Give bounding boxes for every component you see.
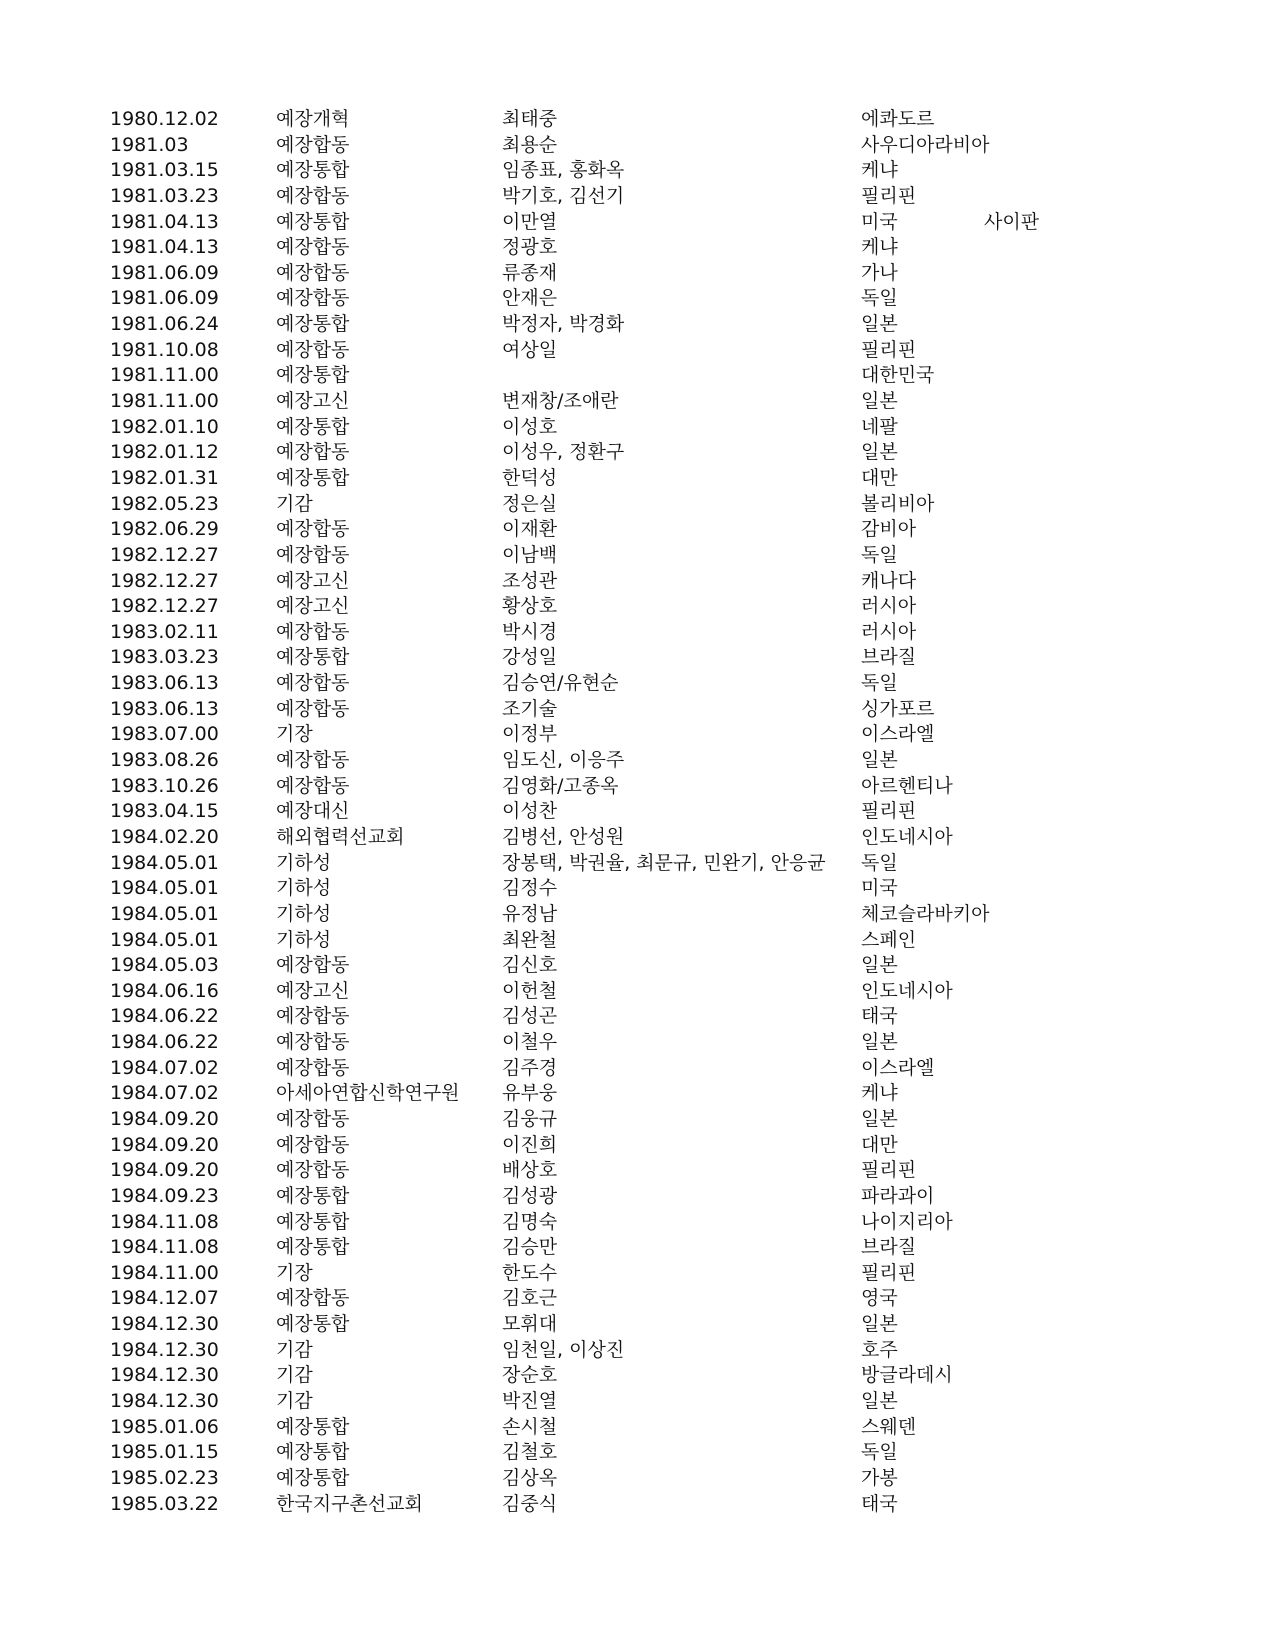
missionary-table — [0, 107, 1275, 1517]
table-row — [0, 594, 1275, 620]
organization-cell: 예장통합 — [276, 1313, 350, 1336]
date-cell: 1980.12.02 — [110, 108, 219, 130]
organization-cell: 예장합동 — [276, 1159, 350, 1182]
country-cell: 호주 — [861, 1338, 898, 1361]
organization-cell: 예장합동 — [276, 749, 350, 772]
organization-cell: 한국지구촌선교회 — [276, 1492, 423, 1515]
country-cell: 필리핀 — [861, 1159, 917, 1182]
country-cell: 독일 — [861, 1441, 898, 1464]
country-cell: 체코슬라바키아 — [861, 902, 990, 925]
country-cell: 스웨덴 — [861, 1415, 917, 1438]
country-cell: 인도네시아 — [861, 979, 953, 1002]
date-cell: 1981.03 — [110, 133, 189, 156]
date-cell: 1984.12.30 — [110, 1364, 219, 1387]
country-cell: 필리핀 — [861, 184, 917, 207]
organization-cell: 예장합동 — [276, 133, 350, 156]
date-cell: 1984.07.02 — [110, 1082, 219, 1105]
country-cell: 에콰도르 — [861, 108, 935, 130]
table-row — [0, 1415, 1275, 1441]
organization-cell: 예장고신 — [276, 979, 350, 1002]
organization-cell: 예장합동 — [276, 1056, 350, 1079]
date-cell: 1985.01.06 — [110, 1415, 219, 1438]
table-row — [0, 1107, 1275, 1133]
date-cell: 1981.11.00 — [110, 390, 219, 413]
country-cell: 독일 — [861, 543, 898, 566]
date-cell: 1983.06.13 — [110, 672, 219, 695]
organization-cell: 예장통합 — [276, 1236, 350, 1259]
table-row — [0, 184, 1275, 210]
country-cell: 미국 — [861, 210, 898, 233]
country-cell: 태국 — [861, 1492, 898, 1515]
missionary-name-cell: 김정수 — [502, 877, 558, 900]
missionary-name-cell: 김상옥 — [502, 1466, 558, 1489]
date-cell: 1981.11.00 — [110, 364, 219, 387]
organization-cell: 예장합동 — [276, 954, 350, 977]
country-cell: 일본 — [861, 1107, 898, 1130]
country-cell: 러시아 — [861, 620, 917, 643]
organization-cell: 기감 — [276, 1338, 313, 1361]
organization-cell: 예장통합 — [276, 1210, 350, 1233]
missionary-name-cell: 임천일, 이상진 — [502, 1338, 625, 1361]
table-row — [0, 1363, 1275, 1389]
missionary-name-cell: 황상호 — [502, 595, 558, 618]
missionary-name-cell: 유정남 — [502, 902, 558, 925]
missionary-name-cell: 모휘대 — [502, 1313, 558, 1336]
date-cell: 1983.07.00 — [110, 723, 219, 746]
date-cell: 1984.09.20 — [110, 1133, 219, 1156]
date-cell: 1981.04.13 — [110, 210, 219, 233]
date-cell: 1984.06.22 — [110, 1005, 219, 1028]
organization-cell: 기하성 — [276, 902, 332, 925]
organization-cell: 예장합동 — [276, 1031, 350, 1054]
country-cell: 독일 — [861, 851, 898, 874]
table-row — [0, 1338, 1275, 1364]
date-cell: 1983.04.15 — [110, 800, 219, 823]
organization-cell: 예장합동 — [276, 1005, 350, 1028]
date-cell: 1984.05.01 — [110, 902, 219, 925]
missionary-name-cell: 배상호 — [502, 1159, 558, 1182]
organization-cell: 기감 — [276, 1364, 313, 1387]
organization-cell: 기장 — [276, 1261, 313, 1284]
country-cell: 아르헨티나 — [861, 774, 953, 797]
date-cell: 1982.01.12 — [110, 441, 219, 464]
table-row — [0, 1466, 1275, 1492]
organization-cell: 예장합동 — [276, 697, 350, 720]
date-cell: 1984.05.01 — [110, 928, 219, 951]
organization-cell: 예장고신 — [276, 595, 350, 618]
country-cell: 볼리비아 — [861, 492, 935, 515]
organization-cell: 해외협력선교회 — [276, 825, 405, 848]
country-cell: 이스라엘 — [861, 1056, 935, 1079]
date-cell: 1981.06.24 — [110, 313, 219, 336]
date-cell: 1985.01.15 — [110, 1441, 219, 1464]
table-row — [0, 876, 1275, 902]
table-row — [0, 1184, 1275, 1210]
country-cell: 일본 — [861, 313, 898, 336]
missionary-name-cell: 최용순 — [502, 133, 558, 156]
date-cell: 1984.09.20 — [110, 1159, 219, 1182]
country-cell: 일본 — [861, 1031, 898, 1054]
missionary-name-cell: 김승만 — [502, 1236, 558, 1259]
missionary-name-cell: 임도신, 이응주 — [502, 749, 625, 772]
country-cell: 일본 — [861, 954, 898, 977]
country-cell: 대만 — [861, 466, 898, 489]
table-row — [0, 1081, 1275, 1107]
organization-cell: 예장통합 — [276, 466, 350, 489]
country-cell: 케냐 — [861, 236, 898, 259]
country-cell: 이스라엘 — [861, 723, 935, 746]
date-cell: 1982.12.27 — [110, 543, 219, 566]
missionary-name-cell: 장봉택, 박권율, 최문규, 민완기, 안응균 — [502, 851, 826, 874]
date-cell: 1984.02.20 — [110, 825, 219, 848]
organization-cell: 예장합동 — [276, 441, 350, 464]
date-cell: 1984.11.08 — [110, 1236, 219, 1259]
table-row — [0, 466, 1275, 492]
date-cell: 1984.11.00 — [110, 1261, 219, 1284]
missionary-name-cell: 변재창/조애란 — [502, 390, 619, 413]
country-cell: 가봉 — [861, 1466, 898, 1489]
table-row — [0, 312, 1275, 338]
table-row — [0, 979, 1275, 1005]
date-cell: 1984.12.07 — [110, 1287, 219, 1310]
country-cell: 미국 — [861, 877, 898, 900]
date-cell: 1984.09.20 — [110, 1107, 219, 1130]
date-cell: 1982.12.27 — [110, 595, 219, 618]
organization-cell: 예장통합 — [276, 646, 350, 669]
country-cell: 일본 — [861, 1390, 898, 1413]
date-cell: 1982.12.27 — [110, 569, 219, 592]
missionary-name-cell: 이만열 — [502, 210, 558, 233]
missionary-name-cell: 이진희 — [502, 1133, 558, 1156]
organization-cell: 예장합동 — [276, 338, 350, 361]
organization-cell: 예장통합 — [276, 415, 350, 438]
organization-cell: 예장통합 — [276, 1184, 350, 1207]
country-cell: 대한민국 — [861, 364, 935, 387]
country-cell: 사우디아라비아 — [861, 133, 990, 156]
missionary-name-cell: 이성찬 — [502, 800, 558, 823]
table-row — [0, 697, 1275, 723]
missionary-name-cell: 김신호 — [502, 954, 558, 977]
missionary-name-cell: 김중식 — [502, 1492, 558, 1515]
country-cell: 독일 — [861, 287, 898, 310]
table-row — [0, 1389, 1275, 1415]
organization-cell: 기하성 — [276, 851, 332, 874]
missionary-name-cell: 이헌철 — [502, 979, 558, 1002]
date-cell: 1983.10.26 — [110, 774, 219, 797]
organization-cell: 예장합동 — [276, 184, 350, 207]
date-cell: 1984.05.03 — [110, 954, 219, 977]
missionary-name-cell: 안재은 — [502, 287, 558, 310]
country-cell: 일본 — [861, 1313, 898, 1336]
date-cell: 1984.12.30 — [110, 1390, 219, 1413]
date-cell: 1984.05.01 — [110, 851, 219, 874]
missionary-name-cell: 김철호 — [502, 1441, 558, 1464]
missionary-name-cell: 조기술 — [502, 697, 558, 720]
missionary-name-cell: 이철우 — [502, 1031, 558, 1054]
date-cell: 1984.06.22 — [110, 1031, 219, 1054]
missionary-name-cell: 손시철 — [502, 1415, 558, 1438]
table-row — [0, 569, 1275, 595]
organization-cell: 아세아연합신학연구원 — [276, 1082, 460, 1105]
table-row — [0, 902, 1275, 928]
organization-cell: 예장합동 — [276, 518, 350, 541]
organization-cell: 기하성 — [276, 928, 332, 951]
missionary-name-cell: 여상일 — [502, 338, 558, 361]
organization-cell: 기하성 — [276, 877, 332, 900]
date-cell: 1985.02.23 — [110, 1466, 219, 1489]
table-row — [0, 158, 1275, 184]
table-row — [0, 1261, 1275, 1287]
table-row — [0, 774, 1275, 800]
organization-cell: 예장합동 — [276, 672, 350, 695]
country-cell: 러시아 — [861, 595, 917, 618]
table-row — [0, 440, 1275, 466]
organization-cell: 예장통합 — [276, 1441, 350, 1464]
missionary-name-cell: 김웅규 — [502, 1107, 558, 1130]
organization-cell: 예장합동 — [276, 1133, 350, 1156]
date-cell: 1984.12.30 — [110, 1313, 219, 1336]
table-row — [0, 620, 1275, 646]
organization-cell: 기장 — [276, 723, 313, 746]
organization-cell: 예장통합 — [276, 313, 350, 336]
table-row — [0, 543, 1275, 569]
organization-cell: 예장통합 — [276, 210, 350, 233]
country-cell: 나이지리아 — [861, 1210, 953, 1233]
table-row — [0, 363, 1275, 389]
date-cell: 1981.03.23 — [110, 184, 219, 207]
missionary-name-cell: 이성우, 정환구 — [502, 441, 625, 464]
missionary-name-cell: 류종재 — [502, 261, 558, 284]
date-cell: 1984.06.16 — [110, 979, 219, 1002]
missionary-name-cell: 한덕성 — [502, 466, 558, 489]
missionary-name-cell: 김성광 — [502, 1184, 558, 1207]
date-cell: 1983.02.11 — [110, 620, 219, 643]
date-cell: 1982.01.10 — [110, 415, 219, 438]
table-row — [0, 1440, 1275, 1466]
table-row — [0, 1030, 1275, 1056]
country-cell: 브라질 — [861, 646, 917, 669]
date-cell: 1984.05.01 — [110, 877, 219, 900]
date-cell: 1982.06.29 — [110, 518, 219, 541]
country-cell: 인도네시아 — [861, 825, 953, 848]
date-cell: 1981.06.09 — [110, 287, 219, 310]
organization-cell: 예장통합 — [276, 1415, 350, 1438]
country-cell: 대만 — [861, 1133, 898, 1156]
missionary-name-cell: 정광호 — [502, 236, 558, 259]
country-cell: 태국 — [861, 1005, 898, 1028]
table-row — [0, 415, 1275, 441]
table-row — [0, 645, 1275, 671]
organization-cell: 예장합동 — [276, 1287, 350, 1310]
date-cell: 1983.03.23 — [110, 646, 219, 669]
organization-cell: 예장합동 — [276, 1107, 350, 1130]
table-row — [0, 799, 1275, 825]
missionary-name-cell: 박기호, 김선기 — [502, 184, 625, 207]
table-row — [0, 492, 1275, 518]
missionary-name-cell: 강성일 — [502, 646, 558, 669]
organization-cell: 예장통합 — [276, 364, 350, 387]
country-cell: 일본 — [861, 749, 898, 772]
table-row — [0, 210, 1275, 236]
missionary-name-cell: 박시경 — [502, 620, 558, 643]
missionary-name-cell: 장순호 — [502, 1364, 558, 1387]
missionary-name-cell: 박정자, 박경화 — [502, 313, 625, 336]
table-row — [0, 851, 1275, 877]
table-row — [0, 1158, 1275, 1184]
missionary-name-cell: 최완철 — [502, 928, 558, 951]
country-cell: 케냐 — [861, 1082, 898, 1105]
date-cell: 1984.11.08 — [110, 1210, 219, 1233]
organization-cell: 기감 — [276, 1390, 313, 1413]
date-cell: 1983.08.26 — [110, 749, 219, 772]
country-cell: 스페인 — [861, 928, 917, 951]
missionary-name-cell: 이남백 — [502, 543, 558, 566]
date-cell: 1984.07.02 — [110, 1056, 219, 1079]
table-row — [0, 825, 1275, 851]
table-row — [0, 671, 1275, 697]
country-cell: 가나 — [861, 261, 898, 284]
note-cell: 사이판 — [984, 210, 1040, 233]
table-row — [0, 517, 1275, 543]
organization-cell: 예장대신 — [276, 800, 350, 823]
country-cell: 케냐 — [861, 159, 898, 182]
organization-cell: 기감 — [276, 492, 313, 515]
missionary-name-cell: 김영화/고종옥 — [502, 774, 619, 797]
table-row — [0, 1286, 1275, 1312]
country-cell: 네팔 — [861, 415, 898, 438]
table-row — [0, 261, 1275, 287]
table-row — [0, 1133, 1275, 1159]
table-row — [0, 235, 1275, 261]
missionary-name-cell: 김명숙 — [502, 1210, 558, 1233]
organization-cell: 예장통합 — [276, 1466, 350, 1489]
table-row — [0, 1312, 1275, 1338]
country-cell: 싱가포르 — [861, 697, 935, 720]
missionary-name-cell: 조성관 — [502, 569, 558, 592]
country-cell: 감비아 — [861, 518, 917, 541]
missionary-name-cell: 임종표, 홍화옥 — [502, 159, 625, 182]
country-cell: 영국 — [861, 1287, 898, 1310]
table-row — [0, 107, 1275, 133]
missionary-name-cell: 김성곤 — [502, 1005, 558, 1028]
table-row — [0, 748, 1275, 774]
organization-cell: 예장통합 — [276, 159, 350, 182]
table-row — [0, 1056, 1275, 1082]
date-cell: 1983.06.13 — [110, 697, 219, 720]
table-row — [0, 928, 1275, 954]
date-cell: 1982.05.23 — [110, 492, 219, 515]
organization-cell: 예장합동 — [276, 620, 350, 643]
date-cell: 1985.03.22 — [110, 1492, 219, 1515]
organization-cell: 예장합동 — [276, 543, 350, 566]
missionary-name-cell: 유부웅 — [502, 1082, 558, 1105]
country-cell: 브라질 — [861, 1236, 917, 1259]
table-row — [0, 1210, 1275, 1236]
table-row — [0, 953, 1275, 979]
date-cell: 1981.04.13 — [110, 236, 219, 259]
table-row — [0, 1004, 1275, 1030]
country-cell: 일본 — [861, 390, 898, 413]
country-cell: 방글라데시 — [861, 1364, 953, 1387]
missionary-name-cell: 김호근 — [502, 1287, 558, 1310]
date-cell: 1981.10.08 — [110, 338, 219, 361]
country-cell: 캐나다 — [861, 569, 917, 592]
date-cell: 1982.01.31 — [110, 466, 219, 489]
date-cell: 1981.03.15 — [110, 159, 219, 182]
organization-cell: 예장합동 — [276, 774, 350, 797]
date-cell: 1981.06.09 — [110, 261, 219, 284]
table-row — [0, 389, 1275, 415]
date-cell: 1984.09.23 — [110, 1184, 219, 1207]
table-row — [0, 286, 1275, 312]
missionary-name-cell: 정은실 — [502, 492, 558, 515]
missionary-name-cell: 최태중 — [502, 108, 558, 130]
table-row — [0, 722, 1275, 748]
country-cell: 독일 — [861, 672, 898, 695]
country-cell: 필리핀 — [861, 338, 917, 361]
country-cell: 필리핀 — [861, 1261, 917, 1284]
missionary-name-cell: 이정부 — [502, 723, 558, 746]
country-cell: 파라과이 — [861, 1184, 935, 1207]
missionary-name-cell: 한도수 — [502, 1261, 558, 1284]
organization-cell: 예장합동 — [276, 261, 350, 284]
organization-cell: 예장합동 — [276, 287, 350, 310]
table-row — [0, 1235, 1275, 1261]
missionary-name-cell: 이성호 — [502, 415, 558, 438]
table-row — [0, 1492, 1275, 1518]
missionary-name-cell: 김병선, 안성원 — [502, 825, 625, 848]
missionary-name-cell: 김승연/유현순 — [502, 672, 619, 695]
country-cell: 일본 — [861, 441, 898, 464]
date-cell: 1984.12.30 — [110, 1338, 219, 1361]
missionary-name-cell: 박진열 — [502, 1390, 558, 1413]
missionary-name-cell: 김주경 — [502, 1056, 558, 1079]
table-row — [0, 338, 1275, 364]
missionary-name-cell: 이재환 — [502, 518, 558, 541]
organization-cell: 예장합동 — [276, 236, 350, 259]
organization-cell: 예장고신 — [276, 569, 350, 592]
table-row — [0, 133, 1275, 159]
organization-cell: 예장개혁 — [276, 108, 350, 130]
country-cell: 필리핀 — [861, 800, 917, 823]
organization-cell: 예장고신 — [276, 390, 350, 413]
